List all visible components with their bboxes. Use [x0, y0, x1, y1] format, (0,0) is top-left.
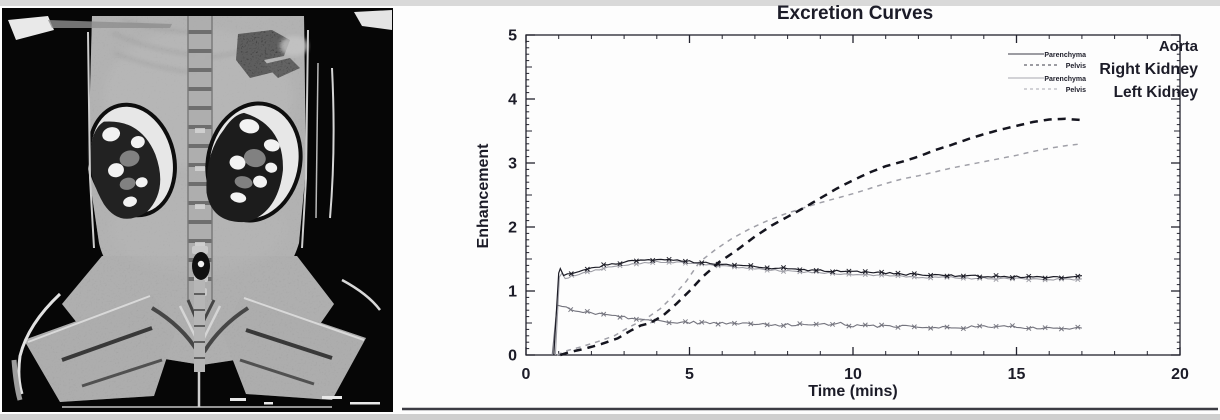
legend-right-kidney: Right Kidney	[1099, 61, 1198, 78]
y-tick-label: 0	[508, 347, 517, 365]
legend-sub-parenchyma-dark: Parenchyma	[1044, 52, 1086, 59]
plot-area	[508, 28, 1189, 384]
legend-sub-entries	[1008, 52, 1086, 94]
legend-left-kidney: Left Kidney	[1113, 84, 1198, 101]
x-tick-label: 5	[685, 366, 694, 383]
y-axis-label: Enhancement	[475, 143, 492, 249]
y-tick-label: 4	[508, 91, 517, 109]
legend-sub-pelvis-light: Pelvis	[1065, 87, 1086, 94]
ct-scan-svg	[2, 8, 393, 412]
x-tick-label: 0	[521, 366, 531, 383]
x-tick-label: 10	[844, 366, 862, 383]
legend	[1008, 38, 1199, 101]
legend-sub-pelvis-dark: Pelvis	[1065, 63, 1086, 70]
excretion-chart-svg	[400, 0, 1220, 420]
y-tick-label: 3	[508, 155, 517, 173]
series-left_kidney_parenchyma	[555, 261, 1082, 355]
y-tick-label: 1	[508, 283, 517, 301]
series-left_kidney_pelvis	[557, 144, 1082, 355]
excretion-chart	[400, 0, 1220, 420]
x-tick-label: 20	[1171, 366, 1189, 383]
chart-title: Excretion Curves	[776, 3, 934, 24]
y-tick-label: 5	[508, 27, 517, 45]
y-tick-label: 2	[508, 219, 517, 237]
x-tick-label: 15	[1007, 366, 1026, 383]
legend-aorta: Aorta	[1158, 38, 1198, 55]
ct-scan-image	[2, 8, 393, 412]
legend-sub-parenchyma-light: Parenchyma	[1044, 76, 1086, 83]
x-axis-label: Time (mins)	[808, 383, 898, 400]
